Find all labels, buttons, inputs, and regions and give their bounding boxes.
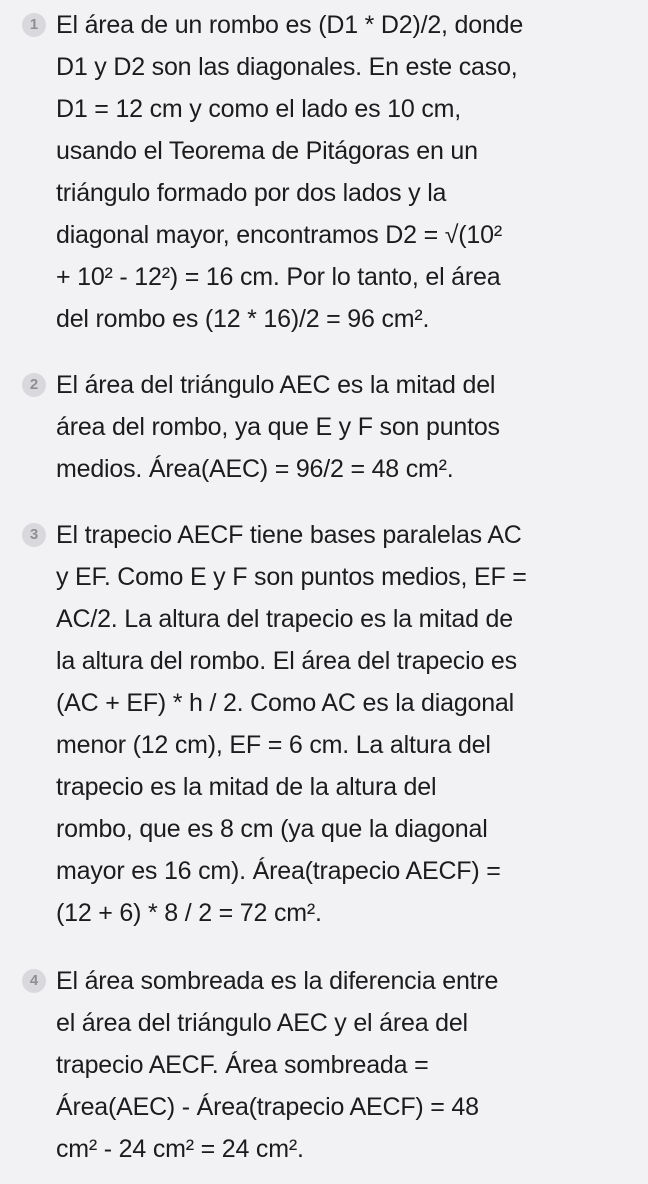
step-text-line: trapecio es la mitad de la altura del xyxy=(56,773,437,801)
step-text-line: (AC + EF) * h / 2. Como AC es la diagonal xyxy=(56,689,514,717)
step-text xyxy=(56,960,631,1170)
step-text-line: (12 + 6) * 8 / 2 = 72 cm². xyxy=(56,899,322,927)
step-text-line: + 10² - 12²) = 16 cm. Por lo tanto, el área xyxy=(56,263,501,291)
step-text xyxy=(56,4,631,340)
step-text-line: cm² - 24 cm² = 24 cm². xyxy=(56,1135,304,1163)
step-number-badge: 3 xyxy=(22,523,46,547)
step-text-line: El área sombreada es la diferencia entre xyxy=(56,967,499,995)
step-number-badge: 4 xyxy=(22,969,46,993)
step-text-line: usando el Teorema de Pitágoras en un xyxy=(56,137,478,165)
step-text-line: diagonal mayor, encontramos D2 = √(10² xyxy=(56,221,502,249)
step-text-line: AC/2. La altura del trapecio es la mitad de xyxy=(56,605,513,633)
step-text-line: mayor es 16 cm). Área(trapecio AECF) = xyxy=(56,857,501,885)
step-number-badge: 2 xyxy=(22,373,46,397)
step-text-line: rombo, que es 8 cm (ya que la diagonal xyxy=(56,815,488,843)
step-text-line: El trapecio AECF tiene bases paralelas AC xyxy=(56,521,522,549)
step-text-line: D1 y D2 son las diagonales. En este caso, xyxy=(56,53,518,81)
step-text xyxy=(56,364,631,490)
step-text-line: trapecio AECF. Área sombreada = xyxy=(56,1051,429,1079)
step-text-line: y EF. Como E y F son puntos medios, EF = xyxy=(56,563,527,591)
step-text-line: El área del triángulo AEC es la mitad del xyxy=(56,371,496,399)
step-number-badge: 1 xyxy=(22,13,46,37)
step-text-line: menor (12 cm), EF = 6 cm. La altura del xyxy=(56,731,491,759)
step-text-line: D1 = 12 cm y como el lado es 10 cm, xyxy=(56,95,461,123)
step-text-line: área del rombo, ya que E y F son puntos xyxy=(56,413,500,441)
step-text-line: la altura del rombo. El área del trapecio es xyxy=(56,647,517,675)
step-text-line: El área de un rombo es (D1 * D2)/2, donde xyxy=(56,11,524,39)
step-text-line: el área del triángulo AEC y el área del xyxy=(56,1009,468,1037)
step-text-line: del rombo es (12 * 16)/2 = 96 cm². xyxy=(56,305,430,333)
step-text-line: triángulo formado por dos lados y la xyxy=(56,179,447,207)
step-text-line: Área(AEC) - Área(trapecio AECF) = 48 xyxy=(56,1093,479,1121)
step-text xyxy=(56,514,631,934)
step-text-line: medios. Área(AEC) = 96/2 = 48 cm². xyxy=(56,455,454,483)
